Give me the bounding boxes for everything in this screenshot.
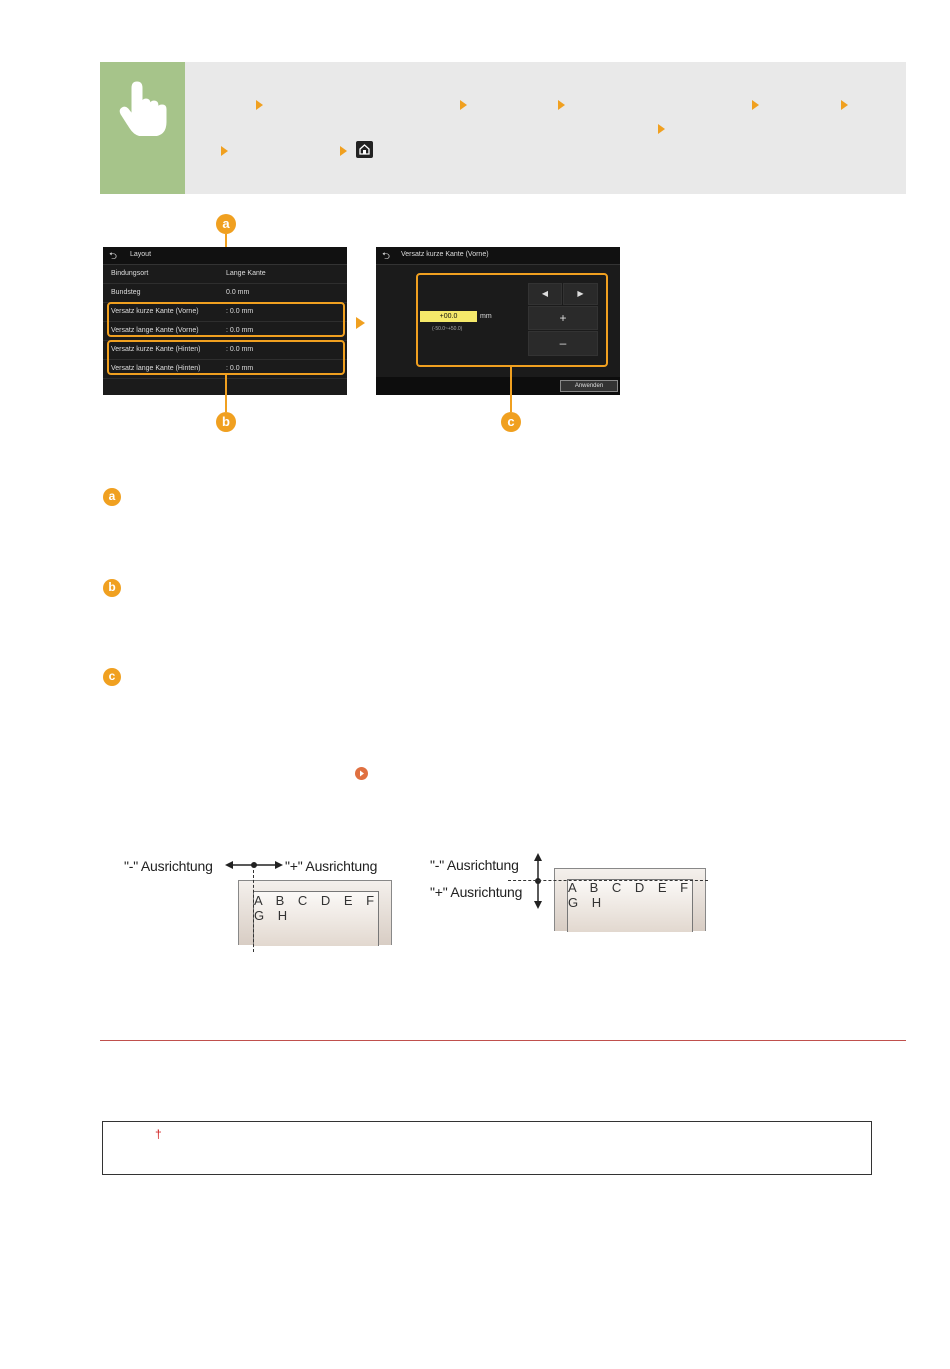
plus-direction-label: "+" Ausrichtung xyxy=(430,884,523,900)
callout-a-marker: a xyxy=(103,488,121,506)
layout-screen xyxy=(103,247,347,395)
callout-c-line xyxy=(510,367,512,412)
guide-line-vertical xyxy=(253,870,254,952)
setting-value: : 0.0 mm xyxy=(226,365,254,372)
step-arrow-7 xyxy=(221,146,228,156)
instruction-box xyxy=(100,62,906,194)
setting-value: : 0.0 mm xyxy=(226,327,254,334)
plus-button[interactable]: + xyxy=(528,306,598,330)
setting-value: : 0.0 mm xyxy=(226,308,254,315)
setting-label: Versatz kurze Kante (Hinten) xyxy=(111,346,201,353)
step-arrow-5 xyxy=(841,100,848,110)
callout-c: c xyxy=(501,412,521,432)
offset-screen-header xyxy=(376,247,620,265)
callout-b: b xyxy=(216,412,236,432)
step-arrow-8 xyxy=(340,146,347,156)
layout-screen-header xyxy=(103,247,347,265)
note-box xyxy=(102,1121,872,1175)
horizontal-offset-diagram xyxy=(120,850,400,950)
setting-row[interactable] xyxy=(103,264,347,284)
sample-text: A B C D E F G H xyxy=(568,880,694,910)
minus-direction-label: "-" Ausrichtung xyxy=(430,857,519,873)
range-label: (-50.0~+50.0) xyxy=(432,326,463,332)
guide-line-horizontal xyxy=(508,880,708,881)
vertical-arrow-icon xyxy=(531,853,545,909)
layout-screen-title: Layout xyxy=(130,251,152,258)
setting-label: Bundsteg xyxy=(111,289,141,296)
hand-pointer-icon xyxy=(118,80,168,136)
step-arrow-4 xyxy=(752,100,759,110)
setting-value: Lange Kante xyxy=(226,270,266,277)
cursor-right-button[interactable]: ▶ xyxy=(563,283,598,305)
minus-direction-label: "-" Ausrichtung xyxy=(124,858,213,874)
back-icon[interactable]: ⮌ xyxy=(382,251,391,262)
callout-b-line xyxy=(225,374,227,412)
next-screen-arrow-icon xyxy=(356,317,365,329)
callout-c-marker: c xyxy=(103,668,121,686)
setting-value: 0.0 mm xyxy=(226,289,250,296)
step-arrow-1 xyxy=(256,100,263,110)
setting-label: Versatz lange Kante (Vorne) xyxy=(111,327,199,334)
horizontal-arrow-icon xyxy=(225,858,283,872)
highlight-input xyxy=(416,273,608,367)
step-arrow-3 xyxy=(558,100,565,110)
value-input[interactable]: +00.0 xyxy=(420,311,477,322)
callout-a: a xyxy=(216,214,236,234)
paper-sheet xyxy=(238,880,392,945)
section-divider xyxy=(100,1040,906,1041)
setting-value: : 0.0 mm xyxy=(226,346,254,353)
plus-direction-label: "+" Ausrichtung xyxy=(285,858,378,874)
back-icon[interactable]: ⮌ xyxy=(109,251,118,262)
setting-label: Versatz kurze Kante (Vorne) xyxy=(111,308,199,315)
link-bullet-icon[interactable] xyxy=(355,767,368,780)
apply-button[interactable]: Anwenden xyxy=(560,380,618,392)
setting-label: Bindungsort xyxy=(111,270,149,277)
dagger-mark: † xyxy=(155,1127,162,1141)
highlight-back xyxy=(107,340,345,375)
offset-screen-title: Versatz kurze Kante (Vorne) xyxy=(401,251,489,258)
touch-icon-panel xyxy=(100,62,185,194)
paper-sheet xyxy=(554,868,706,931)
home-icon xyxy=(356,141,373,158)
callout-b-marker: b xyxy=(103,579,121,597)
cursor-left-button[interactable]: ◀ xyxy=(528,283,562,305)
vertical-offset-diagram xyxy=(428,850,718,940)
highlight-front xyxy=(107,302,345,337)
setting-row[interactable] xyxy=(103,283,347,303)
step-arrow-2 xyxy=(460,100,467,110)
minus-button[interactable]: – xyxy=(528,331,598,356)
setting-label: Versatz lange Kante (Hinten) xyxy=(111,365,201,372)
sample-text: A B C D E F G H xyxy=(254,893,380,923)
step-arrow-6 xyxy=(658,124,665,134)
unit-label: mm xyxy=(480,313,492,320)
offset-screen xyxy=(376,247,620,395)
